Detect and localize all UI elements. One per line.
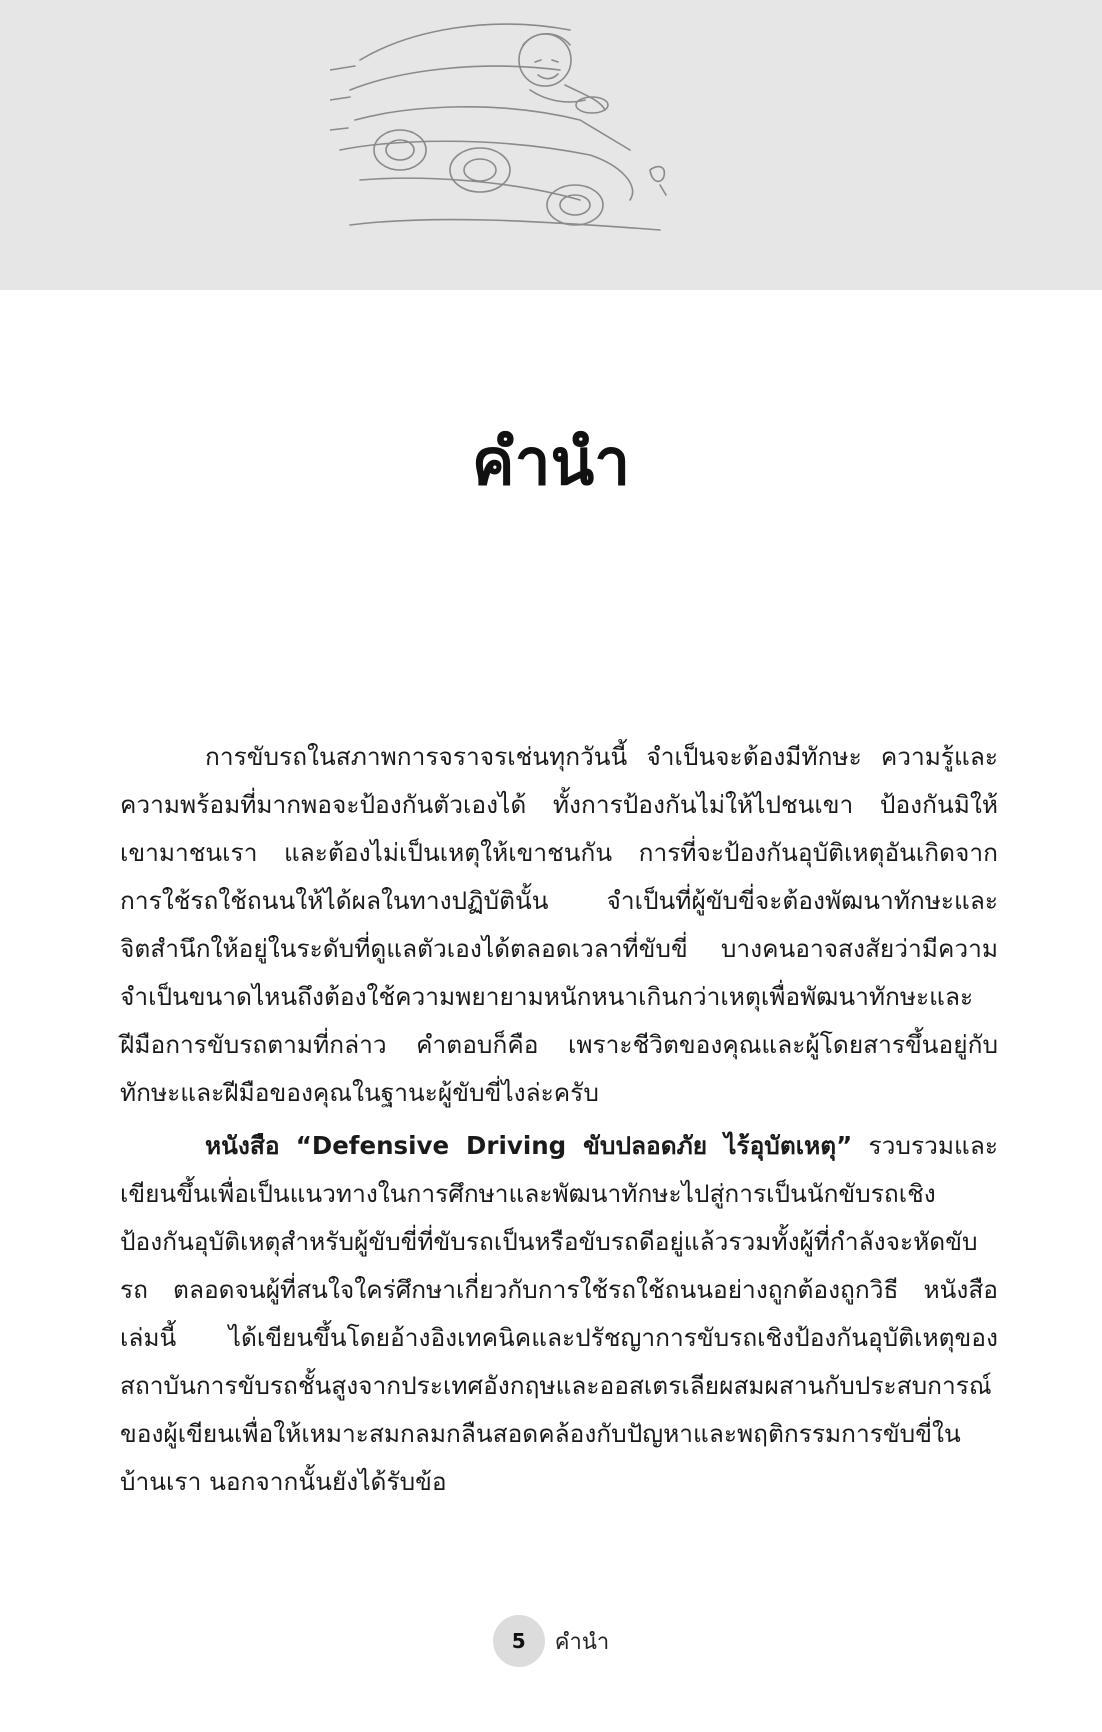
paragraph-2-rest: รวบรวมและเขียนขึ้นเพื่อเป็นแนวทางในการศึกษาและพัฒนาทักษะไปสู่การเป็นนักขับรถเชิงป้องกันอุบัติเหตุสำหรับผู้ขับขี่ที่ขับรถเป็นหรือขับรถดีอยู่แล้วรวมทั้งผู้ที่กำลังจะหัดขับรถ ตลอดจนผู้ที่สนใจใคร่ศึกษาเกี่ยวกับการใช้รถใช้ถนนอย่างถูกต้องถูกวิธี หนังสือเล่มนี้ ได้เขียนขึ้นโดยอ้างอิงเทคนิคและปรัชญาการขับรถเชิงป้องกันอุบัติเหตุของสถาบันการขับรถชั้นสูงจากประเทศอังกฤษและออสเตรเลียผสมผสานกับประสบการณ์ของผู้เขียนเพื่อให้เหมาะสมกลมกลืนสอดคล้องกับปัญหาและพฤติกรรมการขับขี่ในบ้านเรา นอกจากนั้นยังได้รับข้อ xyxy=(120,1131,998,1496)
page-number-badge: 5 xyxy=(493,1615,545,1667)
page-footer xyxy=(0,1615,1102,1667)
paragraph-1: การขับรถในสภาพการจราจรเช่นทุกวันนี้ จำเป็นจะต้องมีทักษะ ความรู้และความพร้อมที่มากพอจะป้องกันตัวเองได้ ทั้งการป้องกันไม่ให้ไปชนเขา ป้องกันมิให้เขามาชนเรา และต้องไม่เป็นเหตุให้เขาชนกัน การที่จะป้องกันอุบัติเหตุอันเกิดจากการใช้รถใช้ถนนให้ได้ผลในทางปฏิบัตินั้น จำเป็นที่ผู้ขับขี่จะต้องพัฒนาทักษะและจิตสำนึกให้อยู่ในระดับที่ดูแลตัวเองได้ตลอดเวลาที่ขับขี่ บางคนอาจสงสัยว่ามีความจำเป็นขนาดไหนถึงต้องใช้ความพยายามหนักหนาเกินกว่าเหตุเพื่อพัฒนาทักษะและฝีมือการขับรถตามที่กล่าว คำตอบก็คือ เพราะชีวิตของคุณและผู้โดยสารขึ้นอยู่กับทักษะและฝีมือของคุณในฐานะผู้ขับขี่ไงล่ะครับ xyxy=(120,742,998,1107)
page-title: คำนำ xyxy=(471,426,631,500)
header-band xyxy=(0,0,1102,290)
paragraph-2 xyxy=(120,1122,998,1506)
paragraph-2-lead: หนังสือ xyxy=(205,1131,280,1160)
car-driver-illustration xyxy=(330,0,750,260)
book-title: “Defensive Driving ขับปลอดภัย ไร้อุบัตเหตุ” xyxy=(295,1131,853,1160)
preface-body xyxy=(120,733,998,1506)
section-label: คำนำ xyxy=(554,1629,610,1655)
